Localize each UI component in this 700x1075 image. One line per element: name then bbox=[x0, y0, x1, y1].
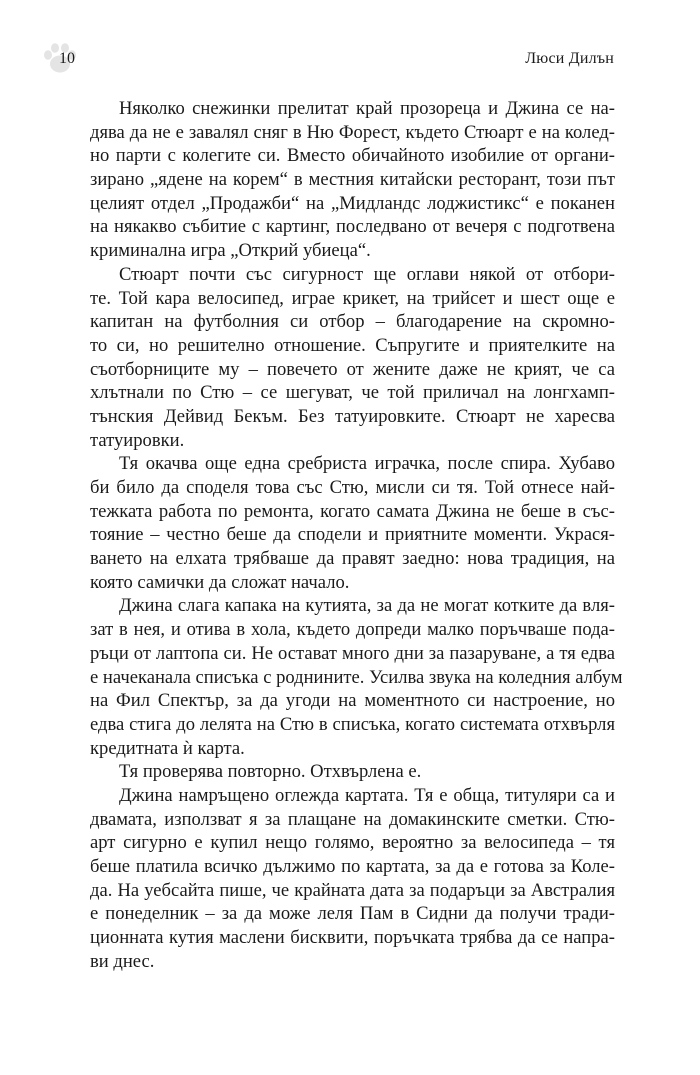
text-line: ръци от лаптопа си. Не остават много дни за пазаруване, а тя едва bbox=[90, 642, 615, 664]
text-line: Джина слага капака на кутията, за да не могат котките да вля- bbox=[119, 595, 615, 617]
text-line: но парти с колегите си. Вместо обичайното изобилие от органи- bbox=[90, 145, 615, 167]
text-line: ви днес. bbox=[90, 950, 155, 972]
paragraph bbox=[90, 97, 615, 263]
text-line: те. Той кара велосипед, играе крикет, на трийсет и шест още е bbox=[90, 287, 615, 309]
text-line: би било да споделя това със Стю, мисли си тя. Той отнесе най- bbox=[90, 477, 615, 498]
text-line: кредитната ѝ карта. bbox=[90, 737, 245, 759]
text-line: Джина намръщено оглежда картата. Тя е обща, титуляри са и bbox=[119, 784, 615, 806]
text-line: то си, но решително отношение. Съпругите и приятелките на bbox=[90, 334, 615, 356]
text-line: е начеканала списъка с роднините. Усилва звука на коледния албум bbox=[90, 666, 623, 688]
text-line: да. На уебсайта пише, че крайната дата за подаръци за Австралия bbox=[90, 879, 615, 901]
text-line: Тя проверява повторно. Отхвърлена е. bbox=[119, 761, 422, 783]
paragraph bbox=[90, 263, 615, 453]
text-line: беше платила всичко дължимо по картата, за да е готова за Коле- bbox=[90, 856, 615, 877]
text-line: арт сигурно е купил нещо голямо, вероятно за велосипеда – тя bbox=[90, 832, 615, 854]
text-line: криминална игра „Открий убиеца“. bbox=[90, 240, 371, 262]
body-text bbox=[90, 97, 623, 973]
paragraph bbox=[90, 784, 615, 974]
text-line: зат в нея, и отива в хола, където допреди малко поръчваше пода- bbox=[90, 619, 615, 641]
text-line: на Фил Спектър, за да угоди на моментното си настроение, но bbox=[90, 690, 615, 712]
paragraph bbox=[90, 760, 615, 784]
text-line: е понеделник – за да може леля Пам в Сидни да получи тради- bbox=[90, 903, 615, 925]
text-line: двамата, използват я за плащане на домакинските сметки. Стю- bbox=[90, 808, 615, 830]
text-line: Тя окачва още една сребриста играчка, после спира. Хубаво bbox=[119, 453, 615, 475]
text-line: капитан на футболния си отбор – благодарение на скромно- bbox=[90, 311, 615, 333]
text-line: зирано „ядене на корем“ в местния китайски ресторант, този път bbox=[90, 169, 615, 191]
paragraph bbox=[90, 594, 623, 760]
text-line: която самички да сложат начало. bbox=[90, 571, 350, 593]
text-line: ционната кутия маслени бисквити, поръчката трябва да се напра- bbox=[90, 927, 615, 949]
text-line: дява да не е завалял сняг в Ню Форест, където Стюарт е на колед- bbox=[90, 121, 615, 143]
text-line: тежката работа по ремонта, когато самата Джина не беше в със- bbox=[90, 500, 615, 522]
text-line: съотборниците му – повечето от жените даже не крият, че са bbox=[90, 358, 615, 380]
paragraph bbox=[90, 452, 615, 594]
text-line: тънския Дейвид Бекъм. Без татуировките. Стюарт не харесва bbox=[90, 405, 615, 427]
page-number: 10 bbox=[59, 50, 75, 67]
text-line: Стюарт почти със сигурност ще оглави някой от отбори- bbox=[119, 263, 615, 285]
text-line: ването на елхата трябваше да правят заедно: нова традиция, на bbox=[90, 548, 615, 570]
text-line: тояние – честно беше да сподели и приятните моменти. Украся- bbox=[90, 524, 615, 546]
text-line: хлътнали по Стю – се шегуват, че той приличал на лонгхамп- bbox=[90, 382, 615, 404]
text-line: едва стига до лелята на Стю в списъка, когато системата отхвърля bbox=[90, 713, 615, 735]
text-line: целият отдел „Продажби“ на „Мидландс лоджистикс“ е поканен bbox=[90, 192, 615, 214]
text-line: на някакво събитие с картинг, последвано от вечеря с подготвена bbox=[90, 216, 615, 238]
text-line: татуировки. bbox=[90, 429, 185, 451]
running-head-author: Люси Дилън bbox=[525, 50, 614, 67]
text-line: Няколко снежинки прелитат край прозореца и Джина се на- bbox=[119, 98, 615, 119]
